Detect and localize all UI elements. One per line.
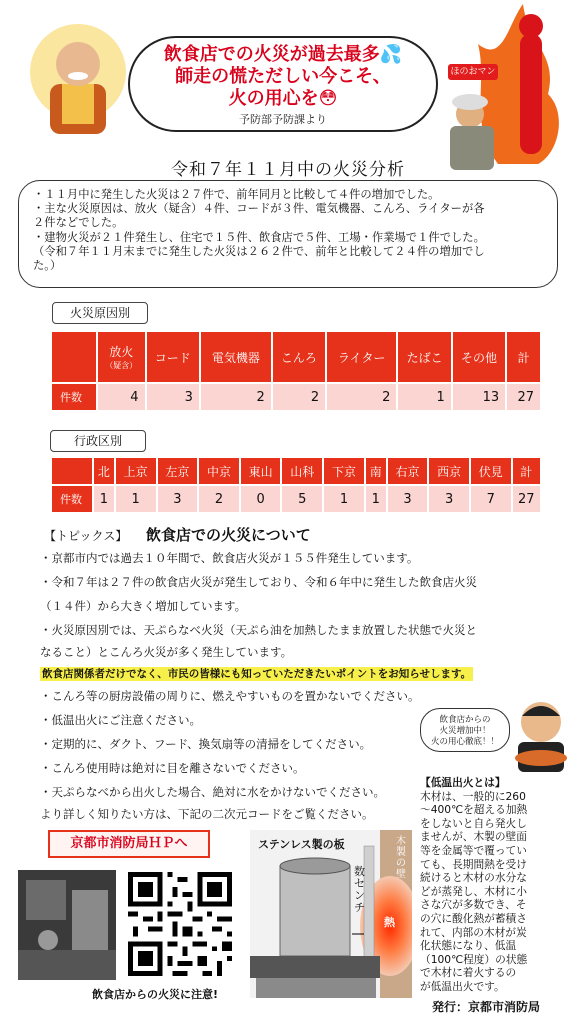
ward-header: 右京 (388, 458, 428, 484)
point-line: ・定期的に、ダクト、フード、換気扇等の清掃をしてください。 (40, 737, 372, 751)
photo-caption: 飲食店からの火災に注意! (92, 988, 219, 1001)
row-label: 件数 (52, 486, 92, 512)
staff-illustration (28, 22, 128, 140)
ward-value: 2 (199, 486, 239, 512)
topics-line: ・火災原因別では、天ぷらなべ火災（天ぷら油を加熱したまま放置した状態で火災と (40, 623, 477, 637)
chef-illustration (510, 696, 572, 774)
summary-line: （令和７年１１月末までに発生した火災は２６２件で、前年と比較して２４件の増加でし (33, 244, 485, 258)
cause-value: 2 (327, 384, 396, 410)
gap-label: 数センチ (354, 865, 365, 914)
ward-header: 計 (513, 458, 540, 484)
mascot-tag: ほのおマン (448, 64, 498, 80)
headline-line-3: 火の用心を😳 (228, 88, 338, 109)
cause-header: コード (147, 332, 199, 382)
cause-value: 27 (507, 384, 540, 410)
summary-line: ・建物火災が２１件発生し、住宅で１５件、飲食店で５件、工場・作業場で１件でした。 (33, 230, 485, 244)
cause-table-label: 火災原因別 (52, 302, 148, 324)
summary-line: ・主な火災原因は、放火（疑含）４件、コードが３件、電気機器、こんろ、ライターが各 (33, 202, 485, 216)
topics-heading: 飲食店での火災について (146, 526, 311, 544)
headline-line-2: 師走の慌ただしい今こそ、 (175, 66, 391, 87)
wall-label: 木製の壁 (396, 836, 406, 880)
topics-line: ・令和７年は２７件の飲食店火災が発生しており、令和６年中に発生した飲食店火災 (40, 575, 477, 589)
ward-header: 上京 (116, 458, 156, 484)
cause-header: 計 (507, 332, 540, 382)
cause-value: 2 (201, 384, 271, 410)
low-temp-title: 【低温出火とは】 (420, 776, 506, 789)
ward-value: 1 (94, 486, 114, 512)
ward-value: 3 (158, 486, 198, 512)
summary-line: ・１１月中に発生した火災は２７件で、前年同月と比較して４件の増加でした。 (33, 188, 440, 201)
ward-value: 1 (366, 486, 386, 512)
topics-line: （１４件）から大きく増加しています。 (40, 599, 247, 613)
cause-header: ライター (327, 332, 396, 382)
ward-header: 伏見 (471, 458, 511, 484)
ward-header: 北 (94, 458, 114, 484)
ward-header: 下京 (324, 458, 364, 484)
topics-line: なること）とこんろ火災が多く発生しています。 (40, 645, 293, 659)
dept-label: 予防部予防課より (239, 113, 327, 126)
cause-header: たばこ (398, 332, 450, 382)
ward-header: 東山 (241, 458, 281, 484)
ward-value: 27 (513, 486, 540, 512)
topics-line: ・京都市内では過去１０年間で、飲食店火災が１５５件発生しています。 (40, 551, 419, 565)
kitchen-photo (18, 870, 116, 980)
point-line: ・こんろ使用時は絶対に目を離さないでください。 (40, 761, 305, 775)
ward-table (50, 456, 542, 514)
cause-value: 2 (273, 384, 325, 410)
low-temp-diagram (250, 830, 412, 998)
cause-value: 1 (398, 384, 450, 410)
row-label: 件数 (52, 384, 96, 410)
topics-tag: 【トピックス】 (44, 529, 128, 543)
cause-table (50, 330, 542, 412)
publisher: 発行：京都市消防局 (432, 1000, 541, 1014)
ward-value: 3 (388, 486, 428, 512)
highlight-line: 飲食店関係者だけでなく、市民の皆様にも知っていただきたいポイントをお知らせします。 (42, 668, 472, 680)
ward-value: 0 (241, 486, 281, 512)
page-title: 令和７年１１月中の火災分析 (171, 160, 405, 180)
cause-header: 放火 （疑含） (98, 332, 145, 382)
ward-header: 左京 (158, 458, 198, 484)
corner-cell (52, 332, 96, 382)
cause-value: 13 (453, 384, 505, 410)
ward-value: 7 (471, 486, 511, 512)
cause-value: 3 (147, 384, 199, 410)
low-temp-box: 【低温出火とは】 木材は、一般的に260 ～400℃を超える加熱 をしないと自ら発火し ませんが、木製の壁面 等を金属等で覆ってい ても、長期間熱を受け 続けると木材の水分な どが蒸発し、木材に小 さな穴が多数でき、そ の穴に酸化熱が蓄積さ れて、内部の木材が炭 化状態になり、低温 （100℃程度）の状態 で木材に着火するの が低温出火です。 (420, 776, 568, 994)
ward-table-label: 行政区別 (50, 430, 146, 452)
cause-header: こんろ (273, 332, 325, 382)
cause-header: 電気機器 (201, 332, 271, 382)
heat-label: 熱 (384, 916, 395, 929)
mascot-illustration (428, 4, 574, 170)
point-line: ・こんろ等の厨房設備の周りに、燃えやすいものを置かないでください。 (40, 689, 420, 703)
ward-value: 1 (116, 486, 156, 512)
cause-header: その他 (453, 332, 505, 382)
headline-bubble (128, 36, 438, 132)
ward-value: 1 (324, 486, 364, 512)
cause-value: 4 (98, 384, 145, 410)
board-label: ステンレス製の板 (258, 838, 345, 851)
headline-line-1: 飲食店での火災が過去最多💦 (163, 44, 403, 65)
ward-header: 山科 (282, 458, 322, 484)
corner-cell (52, 458, 92, 484)
point-line: ・低温出火にご注意ください。 (40, 713, 201, 727)
summary-box (18, 180, 558, 288)
ward-header: 西京 (429, 458, 469, 484)
fire-dept-hp-button[interactable]: 京都市消防局ＨＰへ (48, 830, 210, 858)
warning-bubble: 飲食店からの 火災増加中！ 火の用心徹底！！ (420, 708, 510, 752)
ward-value: 3 (429, 486, 469, 512)
ward-header: 中京 (199, 458, 239, 484)
point-line: ・天ぷらなべから出火した場合、絶対に水をかけないでください。 (40, 785, 385, 799)
ward-value: 5 (282, 486, 322, 512)
summary-line: ２件などでした。 (33, 216, 124, 230)
summary-line: た。） (33, 259, 62, 273)
point-line: より詳しく知りたい方は、下記の二次元コードをご覧ください。 (40, 807, 374, 821)
qr-code[interactable] (128, 872, 232, 976)
ward-header: 南 (366, 458, 386, 484)
